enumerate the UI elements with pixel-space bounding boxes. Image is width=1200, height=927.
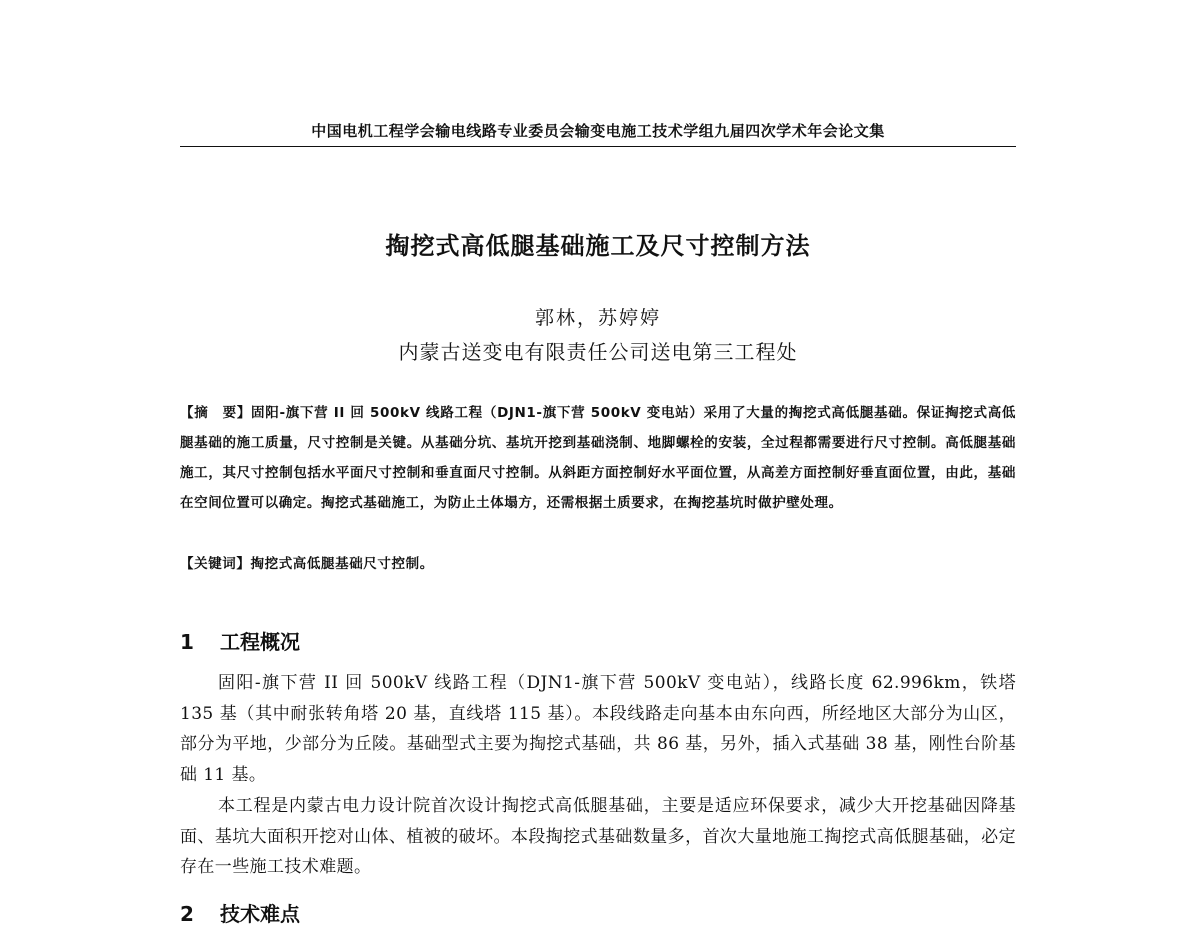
keywords-label: 【关键词】 [180,556,251,572]
header-rule [180,146,1016,147]
body-paragraph: 本工程是内蒙古电力设计院首次设计掏挖式高低腿基础，主要是适应环保要求，减少大开挖基础因降基面、基坑大面积开挖对山体、植被的破坏。本段掏挖式基础数量多，首次大量地施工掏挖式高低腿基础，必定存在一些施工技术难题。 [180,796,1016,877]
abstract-text: 固阳-旗下营 II 回 500kV 线路工程（DJN1-旗下营 500kV 变电站）采用了大量的掏挖式高低腿基础。保证掏挖式高低腿基础的施工质量，尺寸控制是关键。从基础分坑、基坑开挖到基础浇制、地脚螺栓的安装，全过程都需要进行尺寸控制。高低腿基础施工，其尺寸控制包括水平面尺寸控制和垂直面尺寸控制。从斜距方面控制好水平面位置，从高差方面控制好垂直面位置，由此，基础在空间位置可以确定。掏挖式基础施工，为防止土体塌方，还需根据土质要求，在掏挖基坑时做护壁处理。 [180,405,1016,511]
body-paragraph: 固阳-旗下营 II 回 500kV 线路工程（DJN1-旗下营 500kV 变电站），线路长度 62.996km，铁塔 135 基（其中耐张转角塔 20 基，直线塔 115 基）。本段线路走向基本由东向西，所经地区大部分为山区，部分为平地，少部分为丘陵。基础型式主要为掏挖式基础，共 86 基，另外，插入式基础 38 基，刚性台阶基础 11 基。 [180,673,1016,785]
section-number: 2 [180,902,194,926]
section-heading-1 [180,626,1016,655]
running-header: 中国电机工程学会输电线路专业委员会输变电施工技术学组九届四次学术年会论文集 [311,122,885,140]
abstract [180,398,1016,518]
section-title: 技术难点 [220,902,300,926]
section-heading-2 [180,898,1016,927]
authors: 郭林，苏婷婷 [534,307,661,329]
paper-title: 掏挖式高低腿基础施工及尺寸控制方法 [385,232,811,260]
section-title: 工程概况 [220,630,300,654]
affiliation: 内蒙古送变电有限责任公司送电第三工程处 [398,340,798,364]
abstract-label: 【摘 要】 [180,405,252,421]
section-number: 1 [180,630,194,654]
keywords [180,550,1016,578]
keywords-text: 掏挖式高低腿基础尺寸控制。 [250,556,434,572]
